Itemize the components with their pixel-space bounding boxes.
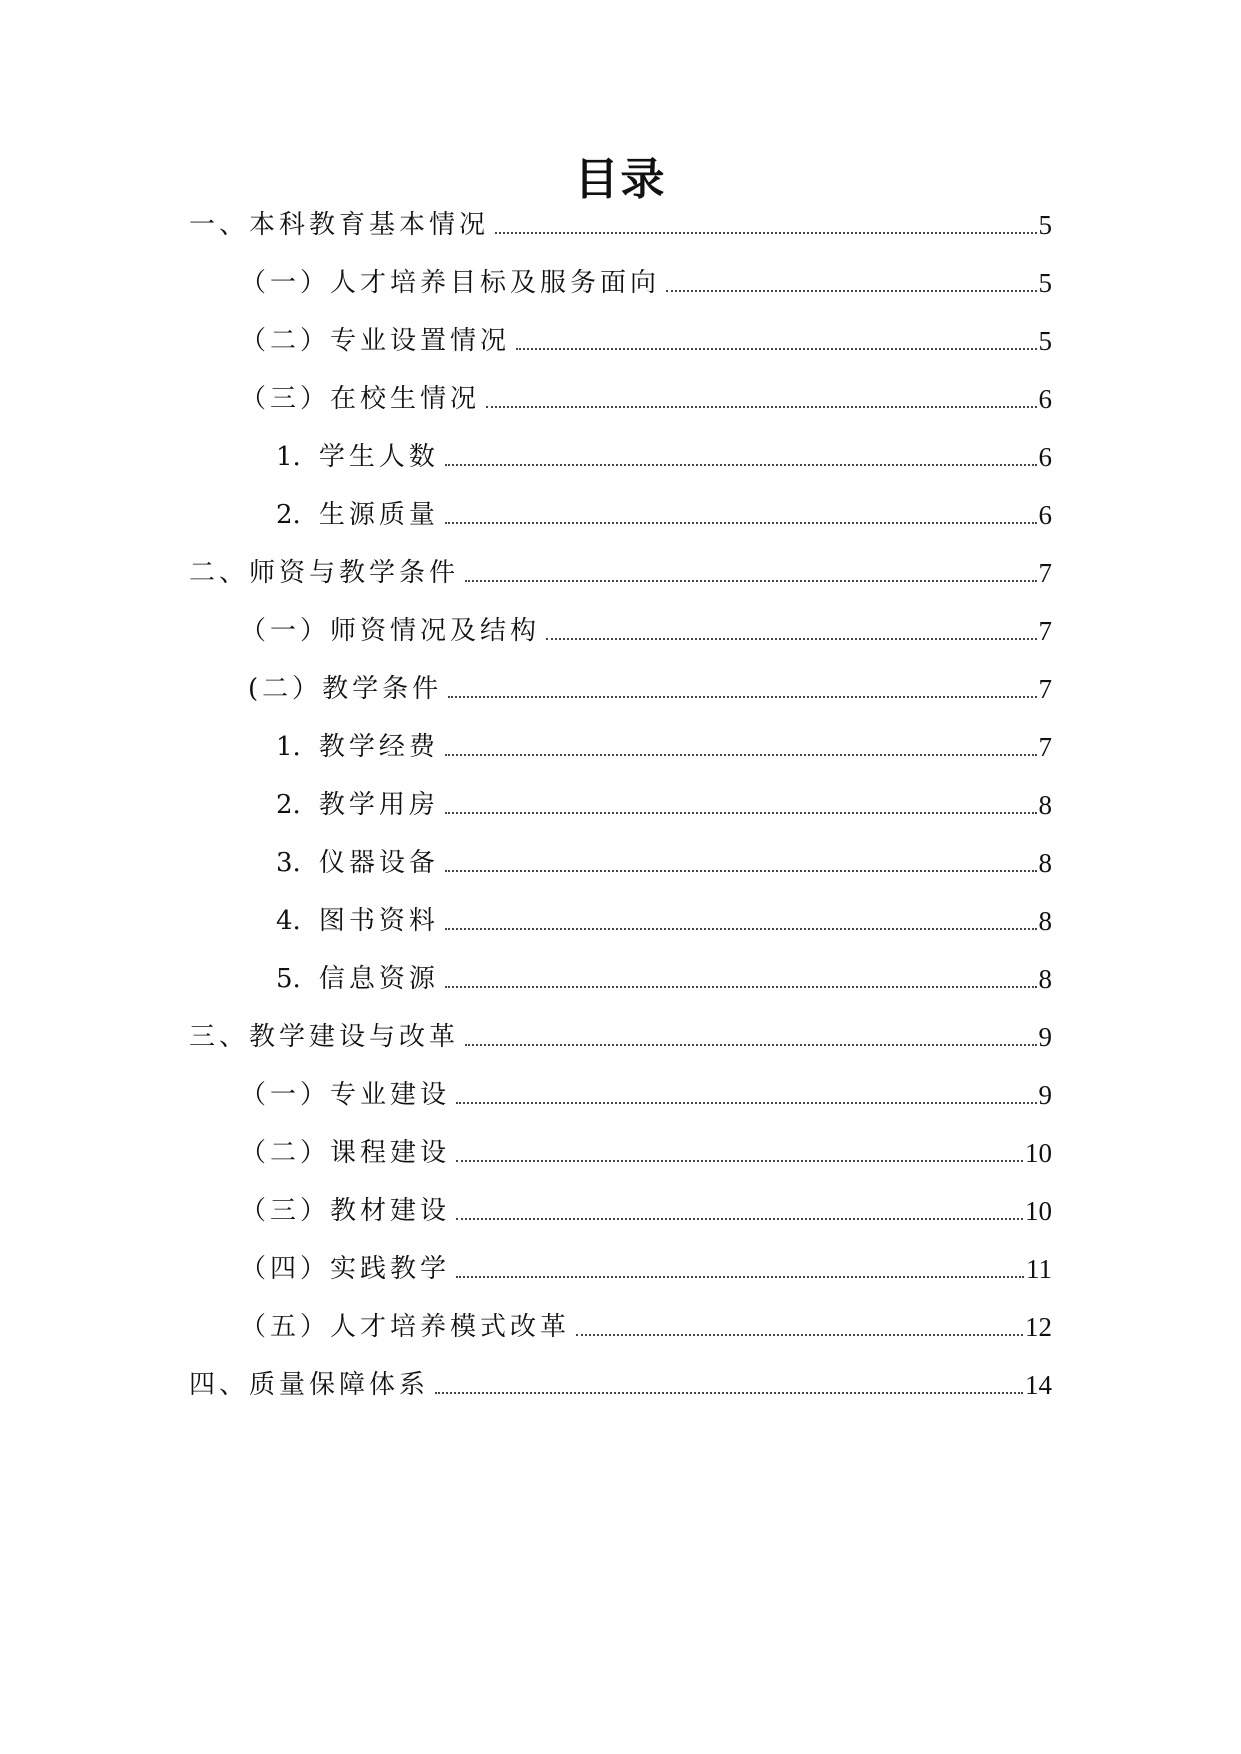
toc-dot-leader — [546, 638, 1036, 640]
toc-dot-leader — [435, 1392, 1023, 1394]
toc-entry-level3[interactable] — [276, 894, 1052, 938]
toc-dot-leader — [445, 464, 1037, 466]
toc-entry-level2[interactable] — [240, 1300, 1052, 1344]
toc-entry-text: 一、本科教育基本情况 — [189, 210, 490, 240]
toc-entry-level2[interactable] — [240, 314, 1052, 358]
toc-dot-leader — [445, 928, 1037, 930]
toc-page-number: 10 — [1025, 1196, 1052, 1226]
toc-dot-leader — [445, 986, 1037, 988]
toc-entry-level3[interactable] — [276, 488, 1052, 532]
toc-page-number: 5 — [1038, 326, 1052, 356]
toc-entry-text: 教学用房 — [318, 790, 439, 820]
toc-page-number: 5 — [1038, 210, 1052, 240]
toc-entry-text: （三）教材建设 — [240, 1196, 451, 1226]
toc-dot-leader — [576, 1334, 1023, 1336]
toc-page-number: 6 — [1038, 442, 1052, 472]
toc-entry-text: （一）人才培养目标及服务面向 — [240, 268, 661, 298]
toc-page-number: 5 — [1038, 268, 1052, 298]
toc-page-number: 7 — [1038, 674, 1052, 704]
toc-dot-leader — [516, 348, 1036, 350]
toc-dot-leader — [448, 696, 1036, 698]
toc-dot-leader — [666, 290, 1036, 292]
toc-dot-leader — [445, 870, 1037, 872]
toc-dot-leader — [456, 1218, 1023, 1220]
toc-entry-level2[interactable] — [248, 662, 1052, 706]
toc-page-number: 10 — [1025, 1138, 1052, 1168]
toc-entry-level2[interactable] — [240, 256, 1052, 300]
toc-dot-leader — [445, 812, 1037, 814]
toc-entry-text: 图书资料 — [318, 906, 439, 936]
toc-entry-text: （三）在校生情况 — [240, 384, 481, 414]
toc-entry-text: 三、教学建设与改革 — [189, 1022, 460, 1052]
toc-page-number: 9 — [1038, 1080, 1052, 1110]
toc-dot-leader — [456, 1160, 1023, 1162]
toc-entry-text: （二）专业设置情况 — [240, 326, 511, 356]
toc-entry-text: （一）专业建设 — [240, 1080, 451, 1110]
toc-entry-number: 4. — [276, 906, 301, 936]
toc-entry-level3[interactable] — [276, 778, 1052, 822]
toc-entry-number: 2. — [276, 500, 301, 530]
toc-entry-text: （五）人才培养模式改革 — [240, 1312, 571, 1342]
toc-entry-level1[interactable] — [189, 1358, 1052, 1402]
toc-dot-leader — [495, 232, 1036, 234]
toc-entry-text: （二）课程建设 — [240, 1138, 451, 1168]
toc-entry-level1[interactable] — [189, 546, 1052, 590]
toc-dot-leader — [456, 1102, 1036, 1104]
toc-entry-text: （四）实践教学 — [240, 1254, 451, 1284]
toc-page-number: 12 — [1025, 1312, 1052, 1342]
toc-entry-text: (二）教学条件 — [248, 674, 443, 704]
toc-entry-level2[interactable] — [240, 372, 1052, 416]
toc-entry-text: 仪器设备 — [318, 848, 439, 878]
toc-entry-number: 1. — [276, 732, 301, 762]
toc-entry-number: 5. — [276, 964, 301, 994]
toc-entry-number: 3. — [276, 848, 301, 878]
toc-entry-level2[interactable] — [240, 604, 1052, 648]
toc-entry-number: 1. — [276, 442, 301, 472]
toc-page-number: 7 — [1038, 558, 1052, 588]
toc-page-number: 8 — [1038, 964, 1052, 994]
toc-entry-text: 生源质量 — [318, 500, 439, 530]
toc-dot-leader — [465, 580, 1036, 582]
toc-dot-leader — [486, 406, 1036, 408]
toc-page-number: 14 — [1025, 1370, 1052, 1400]
toc-dot-leader — [456, 1276, 1024, 1278]
toc-entry-level3[interactable] — [276, 836, 1052, 880]
toc-entry-text: 教学经费 — [318, 732, 439, 762]
toc-entry-level2[interactable] — [240, 1184, 1052, 1228]
toc-dot-leader — [465, 1044, 1036, 1046]
toc-entry-level1[interactable] — [189, 198, 1052, 242]
toc-entry-text: （一）师资情况及结构 — [240, 616, 541, 646]
toc-page-number: 6 — [1038, 500, 1052, 530]
toc-page-number: 6 — [1038, 384, 1052, 414]
toc-entry-level3[interactable] — [276, 952, 1052, 996]
toc-entry-text: 二、师资与教学条件 — [189, 558, 460, 588]
toc-dot-leader — [445, 754, 1037, 756]
toc-page-number: 9 — [1038, 1022, 1052, 1052]
toc-entry-level2[interactable] — [240, 1242, 1052, 1286]
toc-entry-level1[interactable] — [189, 1010, 1052, 1054]
toc-page-number: 7 — [1038, 616, 1052, 646]
toc-dot-leader — [445, 522, 1037, 524]
toc-entry-level2[interactable] — [240, 1068, 1052, 1112]
toc-entry-text: 信息资源 — [318, 964, 439, 994]
toc-page-number: 11 — [1026, 1254, 1052, 1284]
toc-page-number: 7 — [1038, 732, 1052, 762]
toc-entry-level3[interactable] — [276, 430, 1052, 474]
toc-page-number: 8 — [1038, 906, 1052, 936]
toc-entry-level2[interactable] — [240, 1126, 1052, 1170]
page-title: 目录 — [574, 154, 667, 205]
toc-entry-level3[interactable] — [276, 720, 1052, 764]
toc-entry-number: 2. — [276, 790, 301, 820]
toc-page-number: 8 — [1038, 848, 1052, 878]
toc-entry-text: 学生人数 — [318, 442, 439, 472]
toc-page-number: 8 — [1038, 790, 1052, 820]
toc-entry-text: 四、质量保障体系 — [189, 1370, 430, 1400]
